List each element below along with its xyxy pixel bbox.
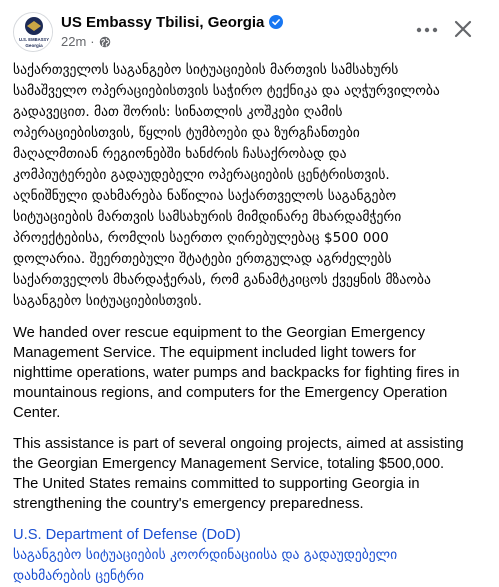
page-name[interactable]: US Embassy Tbilisi, Georgia: [61, 13, 265, 31]
post-tagged-links: [13, 525, 487, 587]
page-avatar[interactable]: [13, 12, 53, 52]
post-paragraph-english-1: We handed over rescue equipment to the Georgian Emergency Management Service. The equipment included light towers for nighttime operations, water pumps and backpacks for fighting fires in mountainous regions, and computers for the Emergency Operation Center.: [13, 325, 460, 421]
close-icon: [450, 16, 476, 42]
post-body: [13, 60, 487, 587]
post-paragraph-english-2: This assistance is part of several ongoing projects, aimed at assisting the Georgian Emergency Management Service, totaling $500,000. The United States remains committed to supporting Georgia in strengthening the country's emergency preparedness.: [13, 436, 464, 512]
post-header: [0, 0, 499, 58]
meta-separator: ·: [90, 34, 95, 49]
avatar-line1: U.S. EMBASSY: [18, 37, 50, 42]
page-name-row: [61, 12, 283, 32]
more-options-button[interactable]: [415, 20, 439, 40]
globe-icon[interactable]: [99, 36, 111, 48]
post-meta: [61, 33, 111, 50]
more-options-icon: [415, 20, 439, 40]
post-paragraph-georgian: საქართველოს საგანგებო სიტუაციების მართვის სამსახურს სამაშველო ოპერაციებისთვის საჭირო ტექნიკა და აღჭურვილობა გადავეცით. მათ შორის: სინათლის კოშკები ღამის ოპერაციებისთვის, წყლის ტუმბოები და ზურგჩანთები მაღალმთიან რეგიონებში ხანძრის ჩასაქრობად და კომპიუტერები გადაუდებელი ოპერაციების ცენტრისთვის. აღნიშნული დახმარება ნაწილია საქართველოს საგანგებო სიტუაციების მართვის სამსახურის მიმდინარე მხარდამჭერი პროექტებისა, რომლის საერთო ღირებულებაც $500 000 დოლარია. შეერთებული შტატები ერთგულად აგრძელებს საქართველოს მხარდაჭერას, რომ განამტკიცოს ქვეყნის მზაობა საგანგებო სიტუაციებისთვის.: [13, 62, 440, 309]
post-timestamp[interactable]: 22m: [61, 34, 87, 49]
close-button[interactable]: [450, 16, 476, 42]
verified-badge-icon: [269, 15, 283, 29]
tag-link-dod[interactable]: U.S. Department of Defense (DoD): [13, 527, 241, 543]
avatar-line2: Georgia: [25, 43, 43, 48]
embassy-seal-icon: [14, 13, 53, 52]
tag-link-emergency-center[interactable]: საგანგებო სიტუაციების კოორდინაციისა და გადაუდებელი დახმარების ცენტრი: [13, 547, 398, 584]
